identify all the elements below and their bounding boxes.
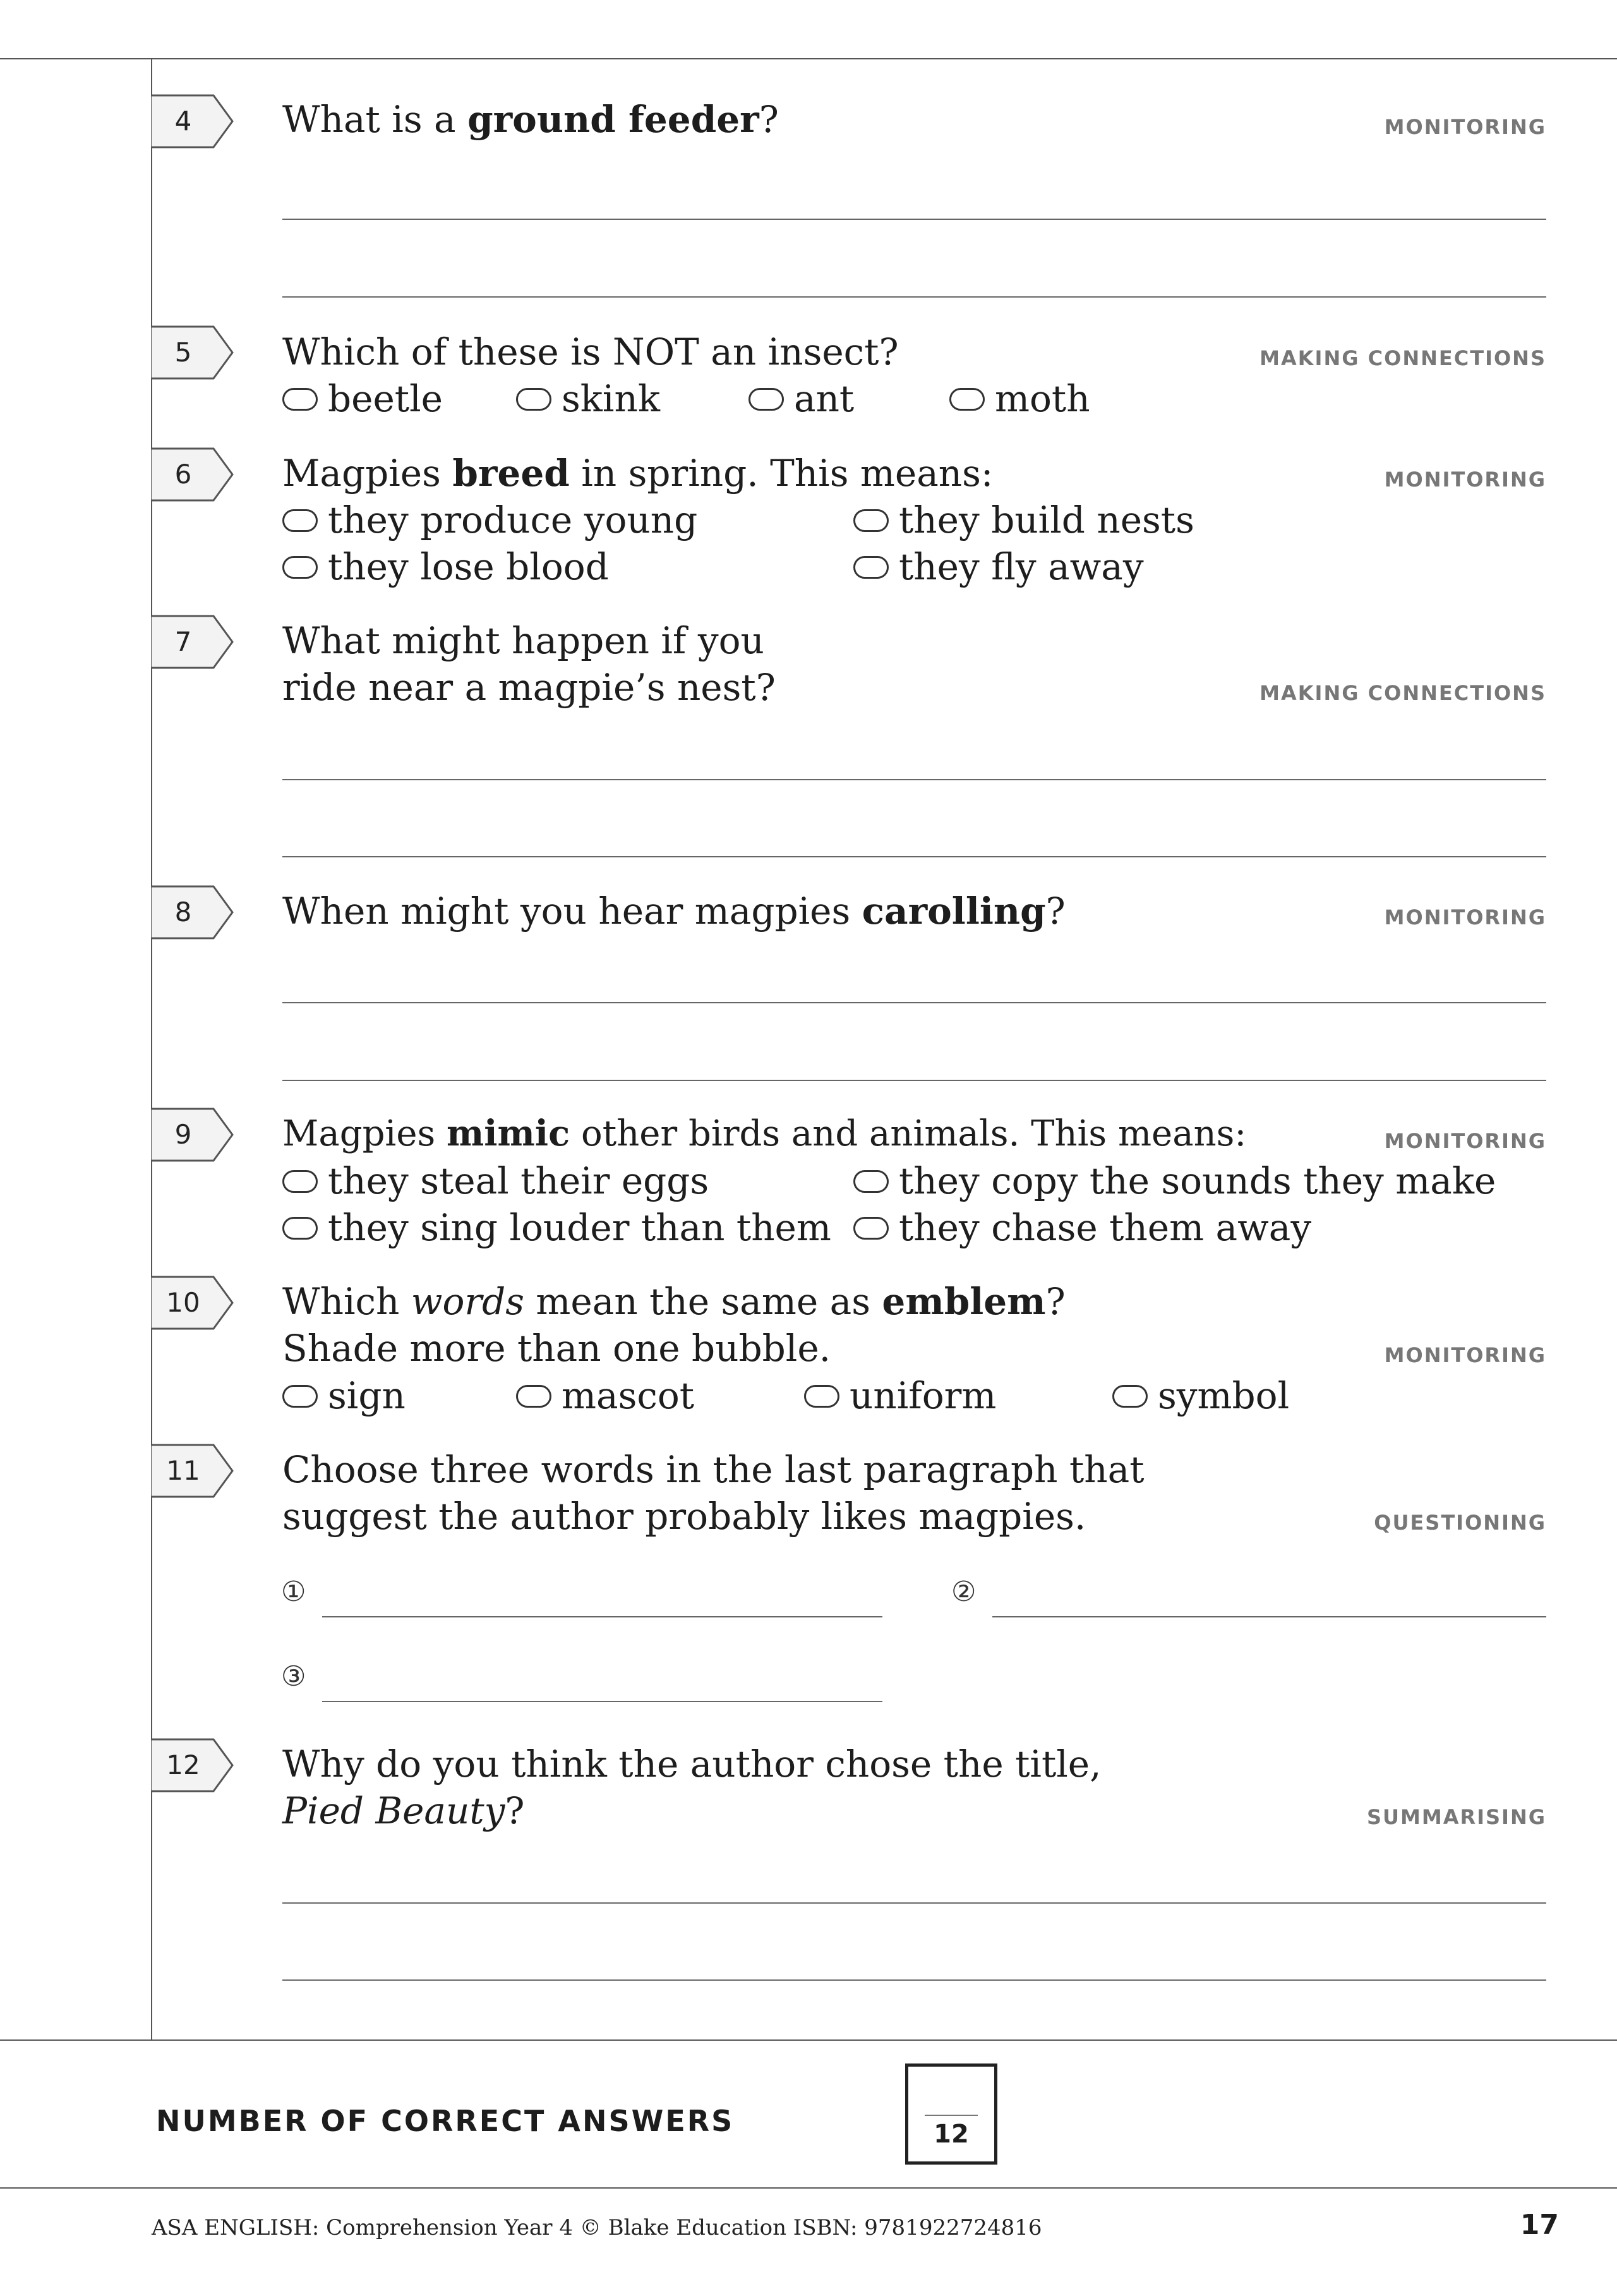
option-sign[interactable]: sign	[282, 1372, 406, 1419]
score-box[interactable]	[905, 2063, 997, 2165]
question-9-text: Magpies mimic other birds and animals. This means:	[282, 1113, 1247, 1154]
question-number-tab: 10	[152, 1276, 234, 1330]
option-mascot[interactable]: mascot	[516, 1372, 694, 1419]
option-ant[interactable]: ant	[748, 375, 854, 422]
top-rule	[0, 58, 1617, 59]
option-chase-away[interactable]: they chase them away	[853, 1204, 1311, 1251]
score-entry-line	[925, 2115, 978, 2116]
answer-bubble[interactable]	[853, 1170, 889, 1193]
option-beetle[interactable]: beetle	[282, 375, 443, 422]
answer-line[interactable]	[282, 219, 1546, 220]
question-number-tab: 7	[152, 615, 234, 669]
question-10-category: MONITORING	[1384, 1343, 1546, 1367]
answer-bubble[interactable]	[282, 556, 318, 579]
question-9-category: MONITORING	[1384, 1129, 1546, 1153]
option-moth[interactable]: moth	[949, 375, 1090, 422]
question-number-tab: 8	[152, 885, 234, 940]
answer-bubble[interactable]	[853, 556, 889, 579]
question-11-category: QUESTIONING	[1374, 1511, 1546, 1535]
question-6-text: Magpies breed in spring. This means:	[282, 452, 994, 495]
question-6-category: MONITORING	[1384, 468, 1546, 492]
bottom-section-rule	[0, 2039, 1617, 2041]
question-8-category: MONITORING	[1384, 905, 1546, 929]
answer-line[interactable]	[282, 779, 1546, 780]
answer-bubble[interactable]	[804, 1385, 839, 1408]
answer-bubble[interactable]	[949, 388, 985, 411]
answer-marker-3: ③	[281, 1660, 306, 1693]
question-number-tab: 5	[152, 325, 234, 380]
answer-bubble[interactable]	[282, 1385, 318, 1408]
question-number-tab: 4	[152, 94, 234, 148]
question-12-category: SUMMARISING	[1366, 1805, 1546, 1829]
answer-line[interactable]	[282, 296, 1546, 298]
answer-line[interactable]	[282, 1080, 1546, 1081]
answer-line-3[interactable]	[322, 1701, 882, 1702]
answer-marker-2: ②	[951, 1576, 977, 1608]
question-11-line-2: suggest the author probably likes magpies.	[282, 1495, 1086, 1538]
correct-answers-label: NUMBER OF CORRECT ANSWERS	[156, 2104, 735, 2138]
question-number-tab: 12	[152, 1738, 234, 1792]
question-7-line-1: What might happen if you	[282, 619, 764, 662]
answer-line[interactable]	[282, 1979, 1546, 1981]
answer-line-2[interactable]	[992, 1616, 1546, 1617]
answer-bubble[interactable]	[282, 509, 318, 532]
answer-bubble[interactable]	[1112, 1385, 1148, 1408]
answer-line[interactable]	[282, 1902, 1546, 1904]
question-7-line-2: ride near a magpie’s nest?	[282, 666, 776, 709]
question-11-line-1: Choose three words in the last paragraph that	[282, 1448, 1145, 1491]
score-total: 12	[934, 2120, 969, 2149]
answer-line[interactable]	[282, 856, 1546, 857]
option-steal-eggs[interactable]: they steal their eggs	[282, 1157, 709, 1204]
option-produce-young[interactable]: they produce young	[282, 497, 697, 543]
page-number: 17	[1520, 2209, 1559, 2241]
answer-line-1[interactable]	[322, 1616, 882, 1617]
question-12-line-1: Why do you think the author chose the title,	[282, 1743, 1102, 1785]
option-skink[interactable]: skink	[516, 375, 660, 422]
option-sing-louder[interactable]: they sing louder than them	[282, 1204, 831, 1251]
question-number-tab: 6	[152, 447, 234, 502]
answer-line[interactable]	[282, 1002, 1546, 1003]
question-10-line-1: Which words mean the same as emblem?	[282, 1280, 1066, 1323]
option-uniform[interactable]: uniform	[804, 1372, 996, 1419]
answer-bubble[interactable]	[516, 1385, 551, 1408]
option-copy-sounds[interactable]: they copy the sounds they make	[853, 1157, 1496, 1204]
question-number-tab: 11	[152, 1444, 234, 1498]
answer-bubble[interactable]	[282, 1170, 318, 1193]
answer-marker-1: ①	[281, 1576, 306, 1608]
question-10-line-2: Shade more than one bubble.	[282, 1327, 831, 1370]
option-fly-away[interactable]: they fly away	[853, 543, 1144, 590]
question-8-text: When might you hear magpies carolling?	[282, 890, 1066, 933]
question-7-category: MAKING CONNECTIONS	[1259, 681, 1546, 705]
answer-bubble[interactable]	[282, 388, 318, 411]
answer-bubble[interactable]	[516, 388, 551, 411]
answer-bubble[interactable]	[853, 509, 889, 532]
copyright-text: ASA ENGLISH: Comprehension Year 4 © Blake Education ISBN: 9781922724816	[152, 2215, 1042, 2240]
answer-bubble[interactable]	[853, 1217, 889, 1240]
question-number-tab: 9	[152, 1108, 234, 1162]
answer-bubble[interactable]	[282, 1217, 318, 1240]
question-4-category: MONITORING	[1384, 115, 1546, 139]
question-5-category: MAKING CONNECTIONS	[1259, 346, 1546, 370]
answer-bubble[interactable]	[748, 388, 784, 411]
option-lose-blood[interactable]: they lose blood	[282, 543, 609, 590]
question-12-line-2: Pied Beauty?	[282, 1789, 525, 1832]
option-symbol[interactable]: symbol	[1112, 1372, 1289, 1419]
question-4-text: What is a ground feeder?	[282, 98, 779, 141]
question-5-text: Which of these is NOT an insect?	[282, 330, 899, 373]
option-build-nests[interactable]: they build nests	[853, 497, 1194, 543]
footer-rule	[0, 2187, 1617, 2189]
